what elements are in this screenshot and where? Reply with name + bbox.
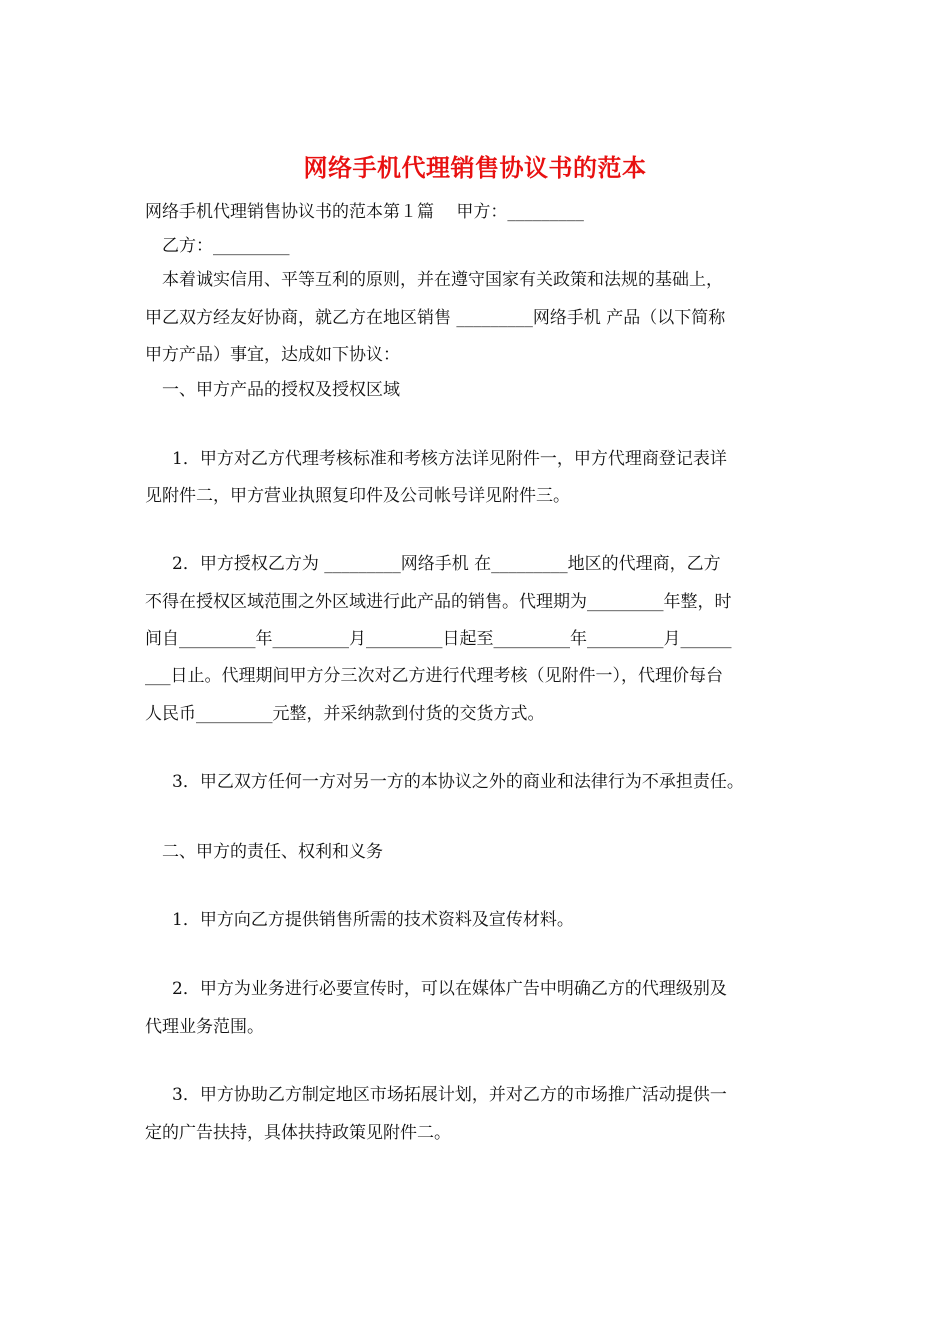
clause-line: 3．甲方协助乙方制定地区市场拓展计划，并对乙方的市场推广活动提供一	[172, 1085, 727, 1105]
clause-line: 3．甲乙双方任何一方对另一方的本协议之外的商业和法律行为不承担责任。	[172, 772, 744, 792]
clause-line: ___日止。代理期间甲方分三次对乙方进行代理考核（见附件一），代理价每台	[145, 666, 723, 686]
clause-line: 1．甲方对乙方代理考核标准和考核方法详见附件一，甲方代理商登记表详	[172, 449, 727, 469]
paragraph-line: 甲方产品）事宜，达成如下协议：	[145, 345, 400, 365]
document-title: 网络手机代理销售协议书的范本	[303, 153, 647, 182]
intro-line: 网络手机代理销售协议书的范本第１篇 甲方：_________	[145, 202, 584, 222]
clause-line: 不得在授权区域范围之外区域进行此产品的销售。代理期为_________年整，时	[145, 592, 732, 612]
party-b-line: 乙方：_________	[162, 236, 290, 256]
clause-line: 见附件二，甲方营业执照复印件及公司帐号详见附件三。	[145, 486, 570, 506]
clause-line: 2．甲方授权乙方为 _________网络手机 在_________地区的代理商，乙方	[172, 554, 721, 574]
paragraph-line: 甲乙双方经友好协商，就乙方在地区销售 _________网络手机 产品（以下简称	[145, 308, 726, 328]
clause-line: 定的广告扶持，具体扶持政策见附件二。	[145, 1123, 451, 1143]
clause-line: 间自_________年_________月_________日起至_________年_________月______	[145, 629, 732, 649]
section-heading: 一、甲方产品的授权及授权区域	[162, 380, 400, 400]
clause-line: 代理业务范围。	[145, 1017, 264, 1037]
clause-line: 人民币_________元整，并采纳款到付货的交货方式。	[145, 704, 545, 724]
clause-line: 1．甲方向乙方提供销售所需的技术资料及宣传材料。	[172, 910, 574, 930]
paragraph-line: 本着诚实信用、平等互利的原则，并在遵守国家有关政策和法规的基础上，	[162, 270, 723, 290]
clause-line: 2．甲方为业务进行必要宣传时，可以在媒体广告中明确乙方的代理级别及	[172, 979, 727, 999]
section-heading: 二、甲方的责任、权利和义务	[162, 842, 383, 862]
